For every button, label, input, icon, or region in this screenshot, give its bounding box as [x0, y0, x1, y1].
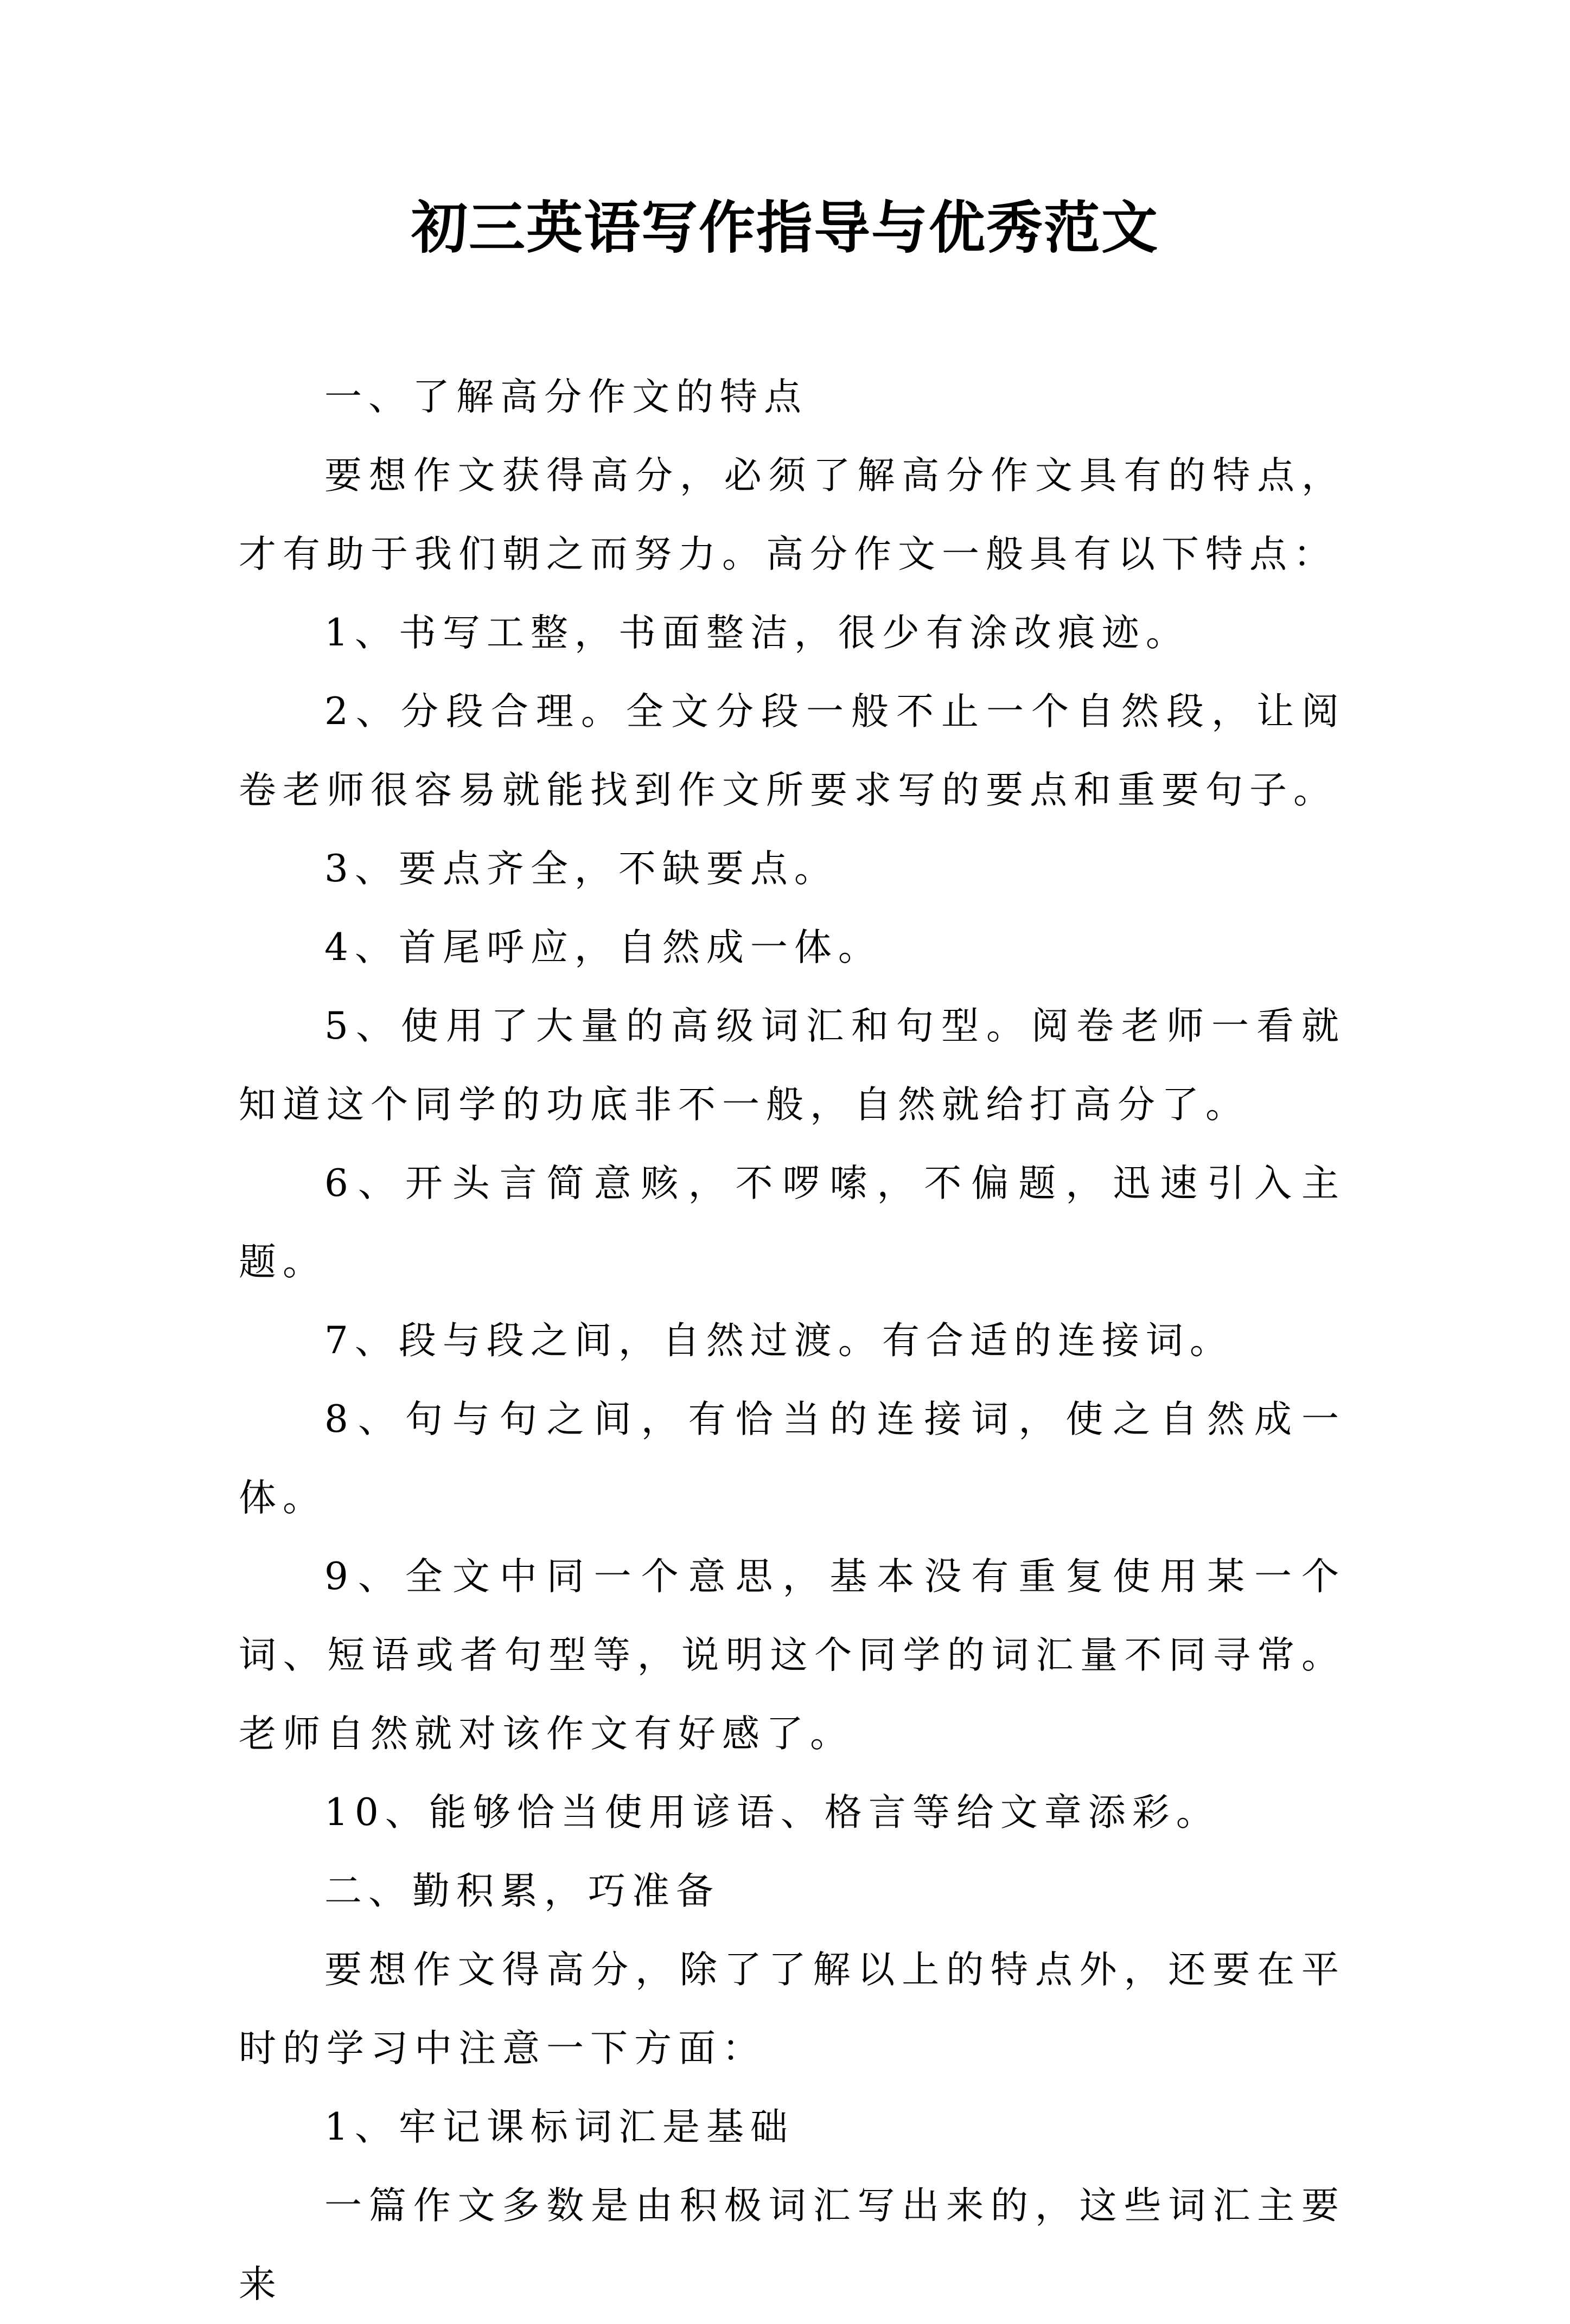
list-item: 6、开头言简意赅，不啰嗦，不偏题，迅速引入主题。	[239, 1162, 1345, 1284]
document-title: 初三英语写作指导与优秀范文	[411, 194, 1159, 261]
list-item: 4、首尾呼应，自然成一体。	[324, 926, 882, 969]
list-item: 9、全文中同一个意思，基本没有重复使用某一个词、短语或者句型等，说明这个同学的词汇量不同寻常。老师自然就对该作文有好感了。	[239, 1555, 1345, 1756]
list-item: 1、书写工整，书面整洁，很少有涂改痕迹。	[324, 611, 1190, 655]
list-item: 3、要点齐全，不缺要点。	[324, 847, 838, 891]
list-item: 5、使用了大量的高级词汇和句型。阅卷老师一看就知道这个同学的功底非不一般，自然就给打高分了。	[239, 1004, 1345, 1126]
list-item: 10、能够恰当使用谚语、格言等给文章添彩。	[324, 1791, 1220, 1834]
subsection-heading: 1、牢记课标词汇是基础	[324, 2105, 794, 2149]
document-body	[239, 358, 1345, 2324]
section-heading: 二、勤积累，巧准备	[324, 1870, 720, 1913]
section-heading: 一、了解高分作文的特点	[324, 375, 808, 419]
body-paragraph: 要想作文得高分，除了了解以上的特点外，还要在平时的学习中注意一下方面：	[239, 1948, 1345, 2070]
list-item: 8、句与句之间，有恰当的连接词，使之自然成一体。	[239, 1398, 1345, 1520]
list-item: 2、分段合理。全文分段一般不止一个自然段，让阅卷老师很容易就能找到作文所要求写的要点和重要句子。	[239, 690, 1345, 812]
body-paragraph: 要想作文获得高分，必须了解高分作文具有的特点，才有助于我们朝之而努力。高分作文一般具有以下特点：	[239, 454, 1345, 576]
list-item: 7、段与段之间，自然过渡。有合适的连接词。	[324, 1319, 1234, 1362]
body-paragraph: 一篇作文多数是由积极词汇写出来的，这些词汇主要来	[239, 2184, 1345, 2306]
